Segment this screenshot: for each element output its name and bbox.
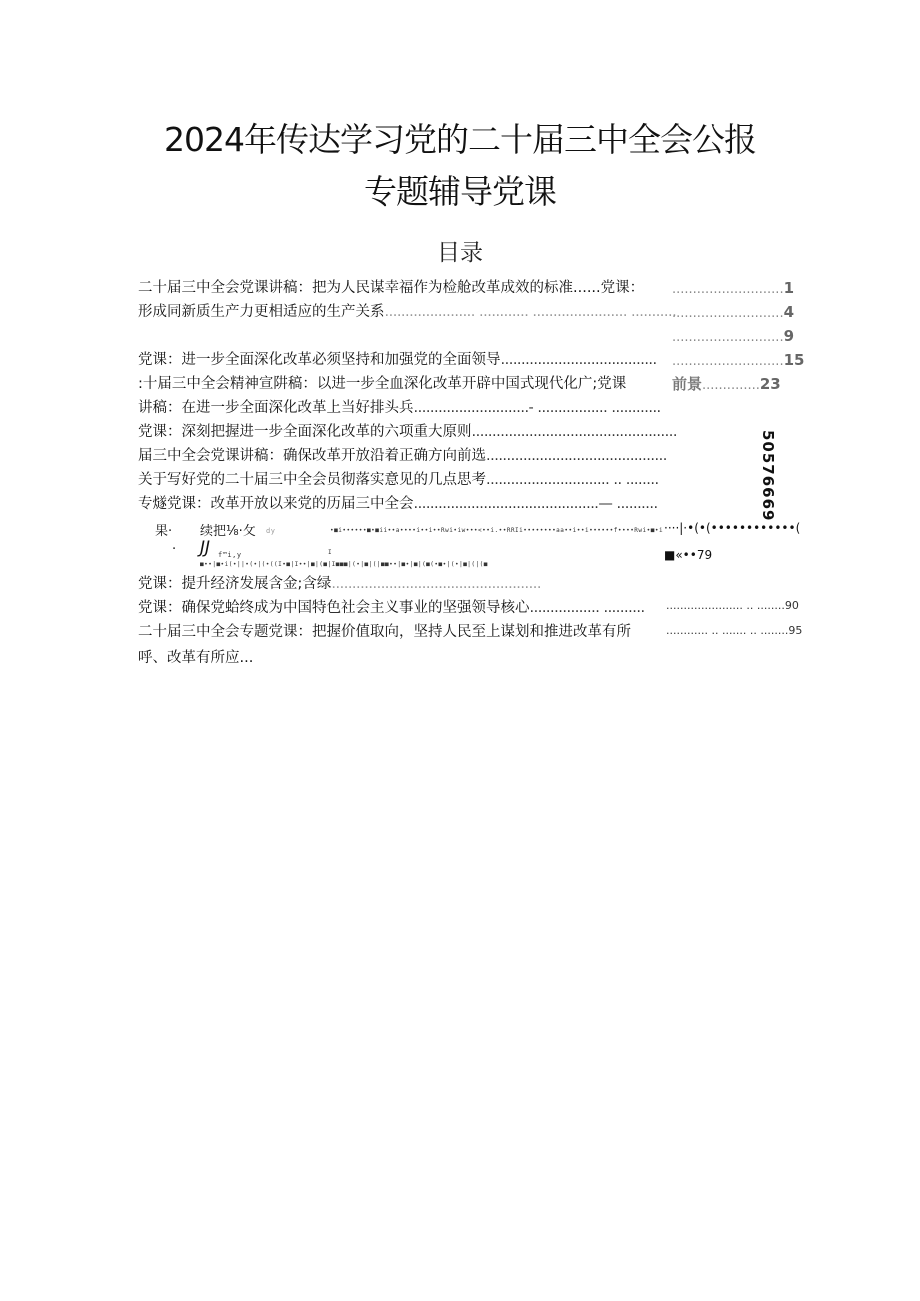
toc-entry[interactable]	[138, 350, 657, 370]
document-title-line1: 2024年传达学习党的二十届三中全会公报	[164, 120, 756, 159]
toc-page-number: 4	[783, 303, 795, 321]
toc-entry-text: 关于写好党的二十届三中全会员彻落实意见的几点思考	[138, 472, 486, 488]
toc-heading: 目录	[437, 240, 483, 266]
toc-leader-dots: ...........................	[672, 354, 784, 369]
toc-leader-dots: ..................................................	[471, 424, 677, 440]
toc-page-ref[interactable]	[672, 302, 794, 324]
toc-leader-dots: ..............	[702, 378, 760, 393]
toc-entry[interactable]	[138, 470, 659, 490]
toc-entry-text: 二十届三中全会党课讲稿：把为人民谋幸福作为检舱改革成效的标准......党课：	[138, 280, 645, 296]
toc-leader-dots: ................. ..........	[529, 600, 645, 616]
toc-entry[interactable]	[138, 278, 644, 298]
toc-entry[interactable]	[138, 598, 645, 618]
garbled-noise-line: ■••|■•i(•||•(•|(•((I•■|I••|■|(■|I■■■|(•|■|(|■■••|■•|■|(■(•■•|(•|■|(|(■	[200, 561, 488, 568]
toc-leader-dots: .............................................— ..........	[413, 496, 658, 512]
toc-page-number: 23	[759, 375, 781, 393]
toc-leader-dots: ............ .. ....... .. ........	[666, 624, 789, 637]
toc-entry-text: 讲稿：在进一步全面深化改革上当好排头兵	[138, 400, 414, 416]
toc-page-number: 1	[783, 279, 795, 297]
toc-entry-text: 党课：提升经济发展含金;含绿	[138, 576, 332, 592]
toc-page-ref[interactable]	[666, 621, 802, 641]
toc-entry-text: :十届三中全会精神宣阱稿：以进一步全血深化改革开辟中国式现代化广;党课	[138, 376, 627, 392]
garbled-subscript: f™i,y	[218, 551, 242, 559]
toc-page-number: 9	[783, 327, 795, 345]
garbled-text: 续把⅛·攵	[200, 524, 256, 539]
garbled-right-text: ■«••79	[664, 548, 713, 562]
garbled-text-left: 果·	[155, 524, 173, 539]
vertical-page-numbers: 50576669	[759, 430, 777, 522]
toc-page-ref[interactable]	[666, 596, 799, 616]
toc-page-ref[interactable]	[672, 374, 781, 396]
toc-entry[interactable]	[138, 446, 667, 466]
toc-entry[interactable]	[138, 622, 631, 642]
toc-entry-text: 党课：确保党蛤终成为中国特色社会主义事业的坚强领导核心	[138, 600, 530, 616]
toc-page-ref[interactable]	[672, 278, 794, 300]
garbled-subscript: dy	[266, 527, 276, 535]
toc-entry-text: 届三中全会党课讲稿：确保改革开放沿着正确方向前选	[138, 448, 486, 464]
toc-page-number: 15	[783, 351, 805, 369]
toc-entry-text: 党课：深刻把握进一步全面深化改革的六项重大原则	[138, 424, 472, 440]
garbled-mark: I	[328, 549, 333, 556]
garbled-noise-line: •■i••••••■•■ii••a••••i••i••Rwi•iw•••<••i.••RRIi••••••••aa••i••i••••••f••••Rwi•■•i	[330, 527, 664, 534]
toc-entry[interactable]	[138, 302, 676, 322]
toc-entry[interactable]	[138, 374, 626, 394]
toc-page-number: 95	[788, 624, 803, 637]
garbled-right-text: ····|·•(•(••••••••••••(	[664, 521, 801, 535]
garbled-text-left: ·	[172, 542, 177, 557]
toc-leader-dots: ............................................	[486, 448, 667, 464]
toc-entry-suffix: 前景	[672, 375, 703, 393]
toc-entry-text: 党课：进一步全面深化改革必须坚持和加强党的全面领导	[138, 352, 501, 368]
toc-entry-text: 形成同新质生产力更相适应的生产关系	[138, 304, 385, 320]
toc-page-ref[interactable]	[672, 350, 804, 372]
toc-leader-dots: ...................... ............ ....................... ...........	[384, 304, 677, 320]
toc-page-ref[interactable]	[672, 326, 794, 348]
toc-leader-dots: ......................................	[500, 352, 657, 368]
toc-entry[interactable]	[138, 422, 677, 442]
document-title-line2: 专题辅导党课	[364, 172, 556, 211]
toc-entry[interactable]	[138, 494, 658, 514]
toc-entry-text: 呼、改革有所应...	[138, 650, 254, 666]
toc-entry-text: 二十届三中全会专题党课：把握价值取向，坚持人民至上谋划和推进改革有所	[138, 624, 631, 640]
toc-leader-dots: ...........................	[672, 282, 784, 297]
toc-leader-dots: ............................- ................. ............	[413, 400, 661, 416]
toc-entry[interactable]	[138, 574, 541, 594]
toc-leader-dots: ...........................	[672, 306, 784, 321]
garbled-text: JJ	[200, 538, 211, 558]
toc-leader-dots: ...................................................	[331, 576, 541, 592]
toc-entry-text: 专燧党课：改革开放以来党的历届三中全会	[138, 496, 414, 512]
toc-entry[interactable]	[138, 398, 661, 418]
toc-leader-dots: .............................. .. ........	[486, 472, 659, 488]
toc-entry-continuation[interactable]	[138, 648, 253, 668]
toc-leader-dots: ...................... .. ........	[666, 599, 785, 612]
toc-page-number: 90	[784, 599, 799, 612]
toc-leader-dots: ...........................	[672, 330, 784, 345]
